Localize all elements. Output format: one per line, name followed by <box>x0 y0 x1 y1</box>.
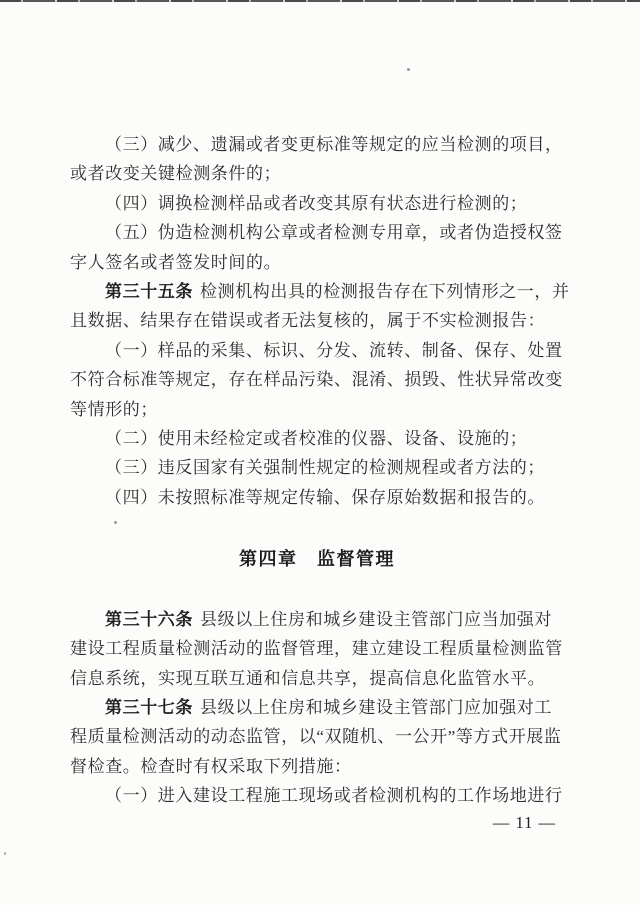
text-line <box>70 664 564 693</box>
line-text: （一）样品的采集、标识、分发、流转、制备、保存、处置 <box>105 340 563 360</box>
line-text: 字人签名或者签发时间的。 <box>70 252 282 272</box>
text-line <box>70 159 564 188</box>
text-line <box>70 395 564 424</box>
line-text: 督检查。检查时有权采取下列措施： <box>70 756 352 776</box>
line-text: 不符合标准等规定，存在样品污染、混淆、损毁、性状异常改变 <box>70 370 563 390</box>
text-line <box>70 336 564 365</box>
scan-edge-artifact <box>0 0 640 2</box>
line-text: 建设工程质量检测活动的监督管理，建立建设工程质量检测监管 <box>70 639 563 659</box>
line-text: （四）调换检测样品或者改变其原有状态进行检测的； <box>105 193 528 213</box>
text-line <box>70 693 564 722</box>
line-text: （三）违反国家有关强制性规定的检测规程或者方法的； <box>105 458 545 478</box>
text-line <box>70 424 564 453</box>
text-line <box>70 453 564 482</box>
text-line <box>70 781 564 810</box>
line-text: 县级以上住房和城乡建设主管部门应加强对工 <box>200 697 552 717</box>
line-text: （四）未按照标准等规定传输、保存原始数据和报告的。 <box>105 487 545 507</box>
scan-speck <box>407 68 410 71</box>
text-line <box>70 189 564 218</box>
text-line <box>70 483 564 512</box>
line-text: 检测机构出具的检测报告存在下列情形之一，并 <box>200 282 570 302</box>
chapter-heading: 第四章 监督管理 <box>239 549 395 570</box>
text-line <box>70 248 564 277</box>
line-text: （三）减少、遗漏或者变更标准等规定的应当检测的项目， <box>105 135 563 154</box>
line-text: （二）使用未经检定或者校准的仪器、设备、设施的； <box>105 429 528 449</box>
line-text: （五）伪造检测机构公章或者检测专用章，或者伪造授权签 <box>105 223 563 243</box>
line-text: 且数据、结果存在错误或者无法复核的，属于不实检测报告： <box>70 311 546 331</box>
text-line <box>70 277 570 306</box>
line-text: 信息系统，实现互联互通和信息共享，提高信息化监管水平。 <box>70 668 546 688</box>
text-line <box>70 306 564 335</box>
line-text: 等情形的； <box>70 399 158 419</box>
article-number: 第三十五条 <box>105 282 193 302</box>
article-number: 第三十七条 <box>105 697 193 717</box>
text-line <box>70 634 564 663</box>
text-line <box>70 752 564 781</box>
line-text: 程质量检测活动的动态监管，以“双随机、一公开”等方式开展监 <box>70 727 562 747</box>
page-number: — 11 — <box>492 813 556 832</box>
text-line <box>70 218 564 247</box>
text-line <box>70 365 564 394</box>
scan-speck <box>4 852 6 855</box>
line-text: 或者改变关键检测条件的； <box>70 164 282 184</box>
text-line <box>70 722 564 751</box>
article-number: 第三十六条 <box>105 609 193 629</box>
text-line <box>70 130 564 159</box>
document-body <box>70 130 570 811</box>
line-text: 县级以上住房和城乡建设主管部门应当加强对 <box>200 609 552 629</box>
line-text: （一）进入建设工程施工现场或者检测机构的工作场地进行 <box>105 786 563 806</box>
text-line <box>70 605 564 634</box>
